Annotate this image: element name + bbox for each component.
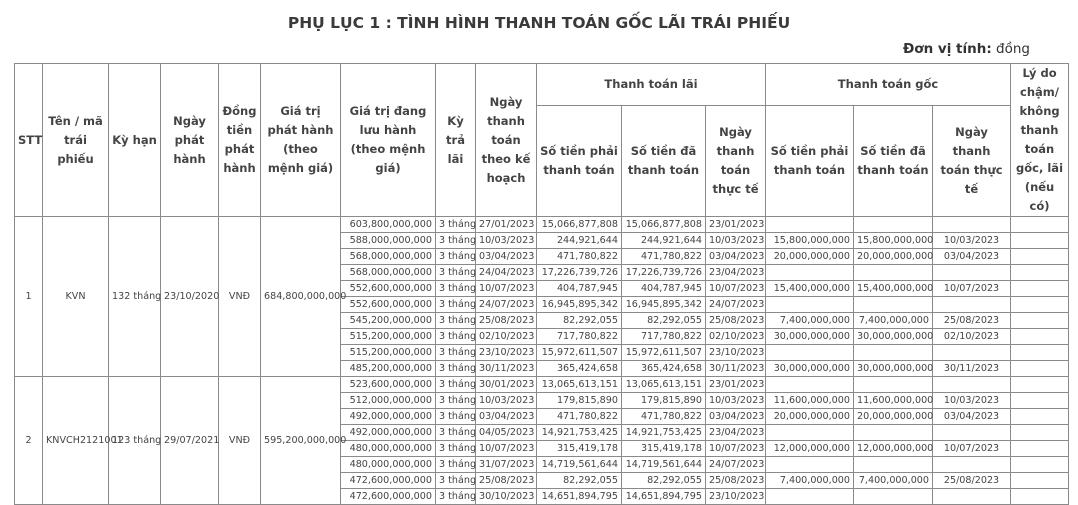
- outstanding-cell: 515,200,000,000: [341, 329, 436, 345]
- interest-actual-date-cell: 24/07/2023: [706, 457, 766, 473]
- outstanding-cell: 480,000,000,000: [341, 441, 436, 457]
- reason-cell: [1011, 409, 1069, 425]
- principal-paid-cell: 20,000,000,000: [854, 249, 933, 265]
- interest-period-cell: 3 tháng: [436, 329, 476, 345]
- currency-cell: VNĐ: [219, 217, 261, 377]
- interest-paid-cell: 14,719,561,644: [622, 457, 706, 473]
- interest-actual-date-cell: 02/10/2023: [706, 329, 766, 345]
- interest-actual-date-cell: 23/01/2023: [706, 377, 766, 393]
- principal-actual-date-cell: [933, 217, 1011, 233]
- interest-period-cell: 3 tháng: [436, 313, 476, 329]
- principal-due-cell: [766, 425, 854, 441]
- principal-paid-cell: [854, 297, 933, 313]
- principal-paid-cell: 20,000,000,000: [854, 409, 933, 425]
- interest-paid-cell: 315,419,178: [622, 441, 706, 457]
- principal-actual-date-cell: [933, 377, 1011, 393]
- principal-actual-date-cell: 10/07/2023: [933, 281, 1011, 297]
- interest-period-cell: 3 tháng: [436, 489, 476, 505]
- header-principal-group: Thanh toán gốc: [766, 64, 1011, 106]
- outstanding-cell: 485,200,000,000: [341, 361, 436, 377]
- interest-paid-cell: 16,945,895,342: [622, 297, 706, 313]
- principal-paid-cell: 11,600,000,000: [854, 393, 933, 409]
- interest-actual-date-cell: 10/03/2023: [706, 233, 766, 249]
- principal-due-cell: [766, 217, 854, 233]
- planned-date-cell: 30/10/2023: [476, 489, 537, 505]
- interest-due-cell: 16,945,895,342: [537, 297, 622, 313]
- interest-actual-date-cell: 25/08/2023: [706, 313, 766, 329]
- interest-due-cell: 14,719,561,644: [537, 457, 622, 473]
- planned-date-cell: 30/11/2023: [476, 361, 537, 377]
- interest-actual-date-cell: 23/01/2023: [706, 217, 766, 233]
- interest-actual-date-cell: 23/10/2023: [706, 345, 766, 361]
- table-row: [15, 217, 1069, 233]
- principal-actual-date-cell: 03/04/2023: [933, 409, 1011, 425]
- outstanding-cell: 492,000,000,000: [341, 425, 436, 441]
- planned-date-cell: 23/10/2023: [476, 345, 537, 361]
- planned-date-cell: 03/04/2023: [476, 409, 537, 425]
- interest-due-cell: 179,815,890: [537, 393, 622, 409]
- interest-due-cell: 13,065,613,151: [537, 377, 622, 393]
- outstanding-cell: 472,600,000,000: [341, 489, 436, 505]
- principal-actual-date-cell: 30/11/2023: [933, 361, 1011, 377]
- page-title: PHỤ LỤC 1 : TÌNH HÌNH THANH TOÁN GỐC LÃI TRÁI PHIẾU: [287, 14, 791, 32]
- header-reason: Lý do chậm/ không thanh toán gốc, lãi (nếu có): [1011, 64, 1069, 217]
- reason-cell: [1011, 441, 1069, 457]
- interest-paid-cell: 15,972,611,507: [622, 345, 706, 361]
- principal-actual-date-cell: 10/03/2023: [933, 393, 1011, 409]
- interest-actual-date-cell: 10/03/2023: [706, 393, 766, 409]
- principal-due-cell: 20,000,000,000: [766, 249, 854, 265]
- table-body: [15, 217, 1069, 505]
- principal-actual-date-cell: 10/07/2023: [933, 441, 1011, 457]
- interest-due-cell: 471,780,822: [537, 409, 622, 425]
- principal-paid-cell: 7,400,000,000: [854, 313, 933, 329]
- planned-date-cell: 24/04/2023: [476, 265, 537, 281]
- principal-actual-date-cell: [933, 265, 1011, 281]
- interest-paid-cell: 717,780,822: [622, 329, 706, 345]
- reason-cell: [1011, 217, 1069, 233]
- principal-paid-cell: 7,400,000,000: [854, 473, 933, 489]
- principal-due-cell: [766, 297, 854, 313]
- reason-cell: [1011, 393, 1069, 409]
- interest-due-cell: 404,787,945: [537, 281, 622, 297]
- interest-actual-date-cell: 30/11/2023: [706, 361, 766, 377]
- principal-paid-cell: [854, 217, 933, 233]
- interest-paid-cell: 471,780,822: [622, 409, 706, 425]
- principal-paid-cell: [854, 345, 933, 361]
- outstanding-cell: 603,800,000,000: [341, 217, 436, 233]
- outstanding-cell: 515,200,000,000: [341, 345, 436, 361]
- principal-actual-date-cell: 03/04/2023: [933, 249, 1011, 265]
- outstanding-cell: 552,600,000,000: [341, 281, 436, 297]
- interest-paid-cell: 82,292,055: [622, 313, 706, 329]
- interest-actual-date-cell: 23/04/2023: [706, 425, 766, 441]
- interest-due-cell: 82,292,055: [537, 473, 622, 489]
- interest-due-cell: 471,780,822: [537, 249, 622, 265]
- unit-note: [903, 41, 1030, 57]
- interest-paid-cell: 17,226,739,726: [622, 265, 706, 281]
- interest-paid-cell: 179,815,890: [622, 393, 706, 409]
- issue-value-cell: 595,200,000,000: [261, 377, 341, 505]
- header-interest-actual-date: Ngày thanh toán thực tế: [706, 106, 766, 217]
- header-interest-due: Số tiền phải thanh toán: [537, 106, 622, 217]
- interest-period-cell: 3 tháng: [436, 393, 476, 409]
- reason-cell: [1011, 297, 1069, 313]
- interest-due-cell: 365,424,658: [537, 361, 622, 377]
- principal-paid-cell: 30,000,000,000: [854, 361, 933, 377]
- outstanding-cell: 568,000,000,000: [341, 265, 436, 281]
- principal-actual-date-cell: [933, 457, 1011, 473]
- interest-period-cell: 3 tháng: [436, 281, 476, 297]
- interest-period-cell: 3 tháng: [436, 361, 476, 377]
- interest-period-cell: 3 tháng: [436, 457, 476, 473]
- reason-cell: [1011, 313, 1069, 329]
- bond-name-cell: KVN: [43, 217, 109, 377]
- interest-due-cell: 717,780,822: [537, 329, 622, 345]
- principal-actual-date-cell: 02/10/2023: [933, 329, 1011, 345]
- principal-paid-cell: 15,800,000,000: [854, 233, 933, 249]
- interest-period-cell: 3 tháng: [436, 233, 476, 249]
- interest-period-cell: 3 tháng: [436, 217, 476, 233]
- principal-due-cell: 20,000,000,000: [766, 409, 854, 425]
- interest-due-cell: 315,419,178: [537, 441, 622, 457]
- header-currency: Đồng tiền phát hành: [219, 64, 261, 217]
- reason-cell: [1011, 265, 1069, 281]
- interest-due-cell: 17,226,739,726: [537, 265, 622, 281]
- planned-date-cell: 10/07/2023: [476, 441, 537, 457]
- stt-cell: 2: [15, 377, 43, 505]
- interest-period-cell: 3 tháng: [436, 441, 476, 457]
- planned-date-cell: 04/05/2023: [476, 425, 537, 441]
- header-interest-paid: Số tiền đã thanh toán: [622, 106, 706, 217]
- planned-date-cell: 03/04/2023: [476, 249, 537, 265]
- reason-cell: [1011, 425, 1069, 441]
- currency-cell: VNĐ: [219, 377, 261, 505]
- header-issue-value: Giá trị phát hành (theo mệnh giá): [261, 64, 341, 217]
- interest-due-cell: 244,921,644: [537, 233, 622, 249]
- interest-period-cell: 3 tháng: [436, 425, 476, 441]
- interest-due-cell: 82,292,055: [537, 313, 622, 329]
- planned-date-cell: 30/01/2023: [476, 377, 537, 393]
- interest-due-cell: 15,972,611,507: [537, 345, 622, 361]
- stt-cell: 1: [15, 217, 43, 377]
- principal-paid-cell: [854, 457, 933, 473]
- principal-due-cell: 11,600,000,000: [766, 393, 854, 409]
- reason-cell: [1011, 345, 1069, 361]
- principal-due-cell: 30,000,000,000: [766, 329, 854, 345]
- interest-paid-cell: 365,424,658: [622, 361, 706, 377]
- reason-cell: [1011, 329, 1069, 345]
- interest-actual-date-cell: 03/04/2023: [706, 249, 766, 265]
- principal-due-cell: 12,000,000,000: [766, 441, 854, 457]
- principal-paid-cell: [854, 265, 933, 281]
- header-term: Kỳ hạn: [109, 64, 161, 217]
- principal-due-cell: [766, 489, 854, 505]
- planned-date-cell: 10/07/2023: [476, 281, 537, 297]
- principal-due-cell: [766, 377, 854, 393]
- header-interest-group: Thanh toán lãi: [537, 64, 766, 106]
- header-name: Tên / mã trái phiếu: [43, 64, 109, 217]
- table-row: [15, 377, 1069, 393]
- principal-paid-cell: 15,400,000,000: [854, 281, 933, 297]
- planned-date-cell: 02/10/2023: [476, 329, 537, 345]
- issue-date-cell: 23/10/2020: [161, 217, 219, 377]
- interest-due-cell: 14,921,753,425: [537, 425, 622, 441]
- reason-cell: [1011, 233, 1069, 249]
- interest-actual-date-cell: 23/10/2023: [706, 489, 766, 505]
- bond-name-cell: KNVCH2121001: [43, 377, 109, 505]
- interest-paid-cell: 82,292,055: [622, 473, 706, 489]
- reason-cell: [1011, 457, 1069, 473]
- header-principal-paid: Số tiền đã thanh toán: [854, 106, 933, 217]
- interest-actual-date-cell: 24/07/2023: [706, 297, 766, 313]
- principal-due-cell: [766, 265, 854, 281]
- outstanding-cell: 568,000,000,000: [341, 249, 436, 265]
- header-planned-date: Ngày thanh toán theo kế hoạch: [476, 64, 537, 217]
- unit-value: đồng: [996, 41, 1030, 57]
- outstanding-cell: 552,600,000,000: [341, 297, 436, 313]
- header-principal-actual-date: Ngày thanh toán thực tế: [933, 106, 1011, 217]
- interest-paid-cell: 13,065,613,151: [622, 377, 706, 393]
- principal-due-cell: 15,400,000,000: [766, 281, 854, 297]
- interest-actual-date-cell: 10/07/2023: [706, 281, 766, 297]
- interest-period-cell: 3 tháng: [436, 297, 476, 313]
- principal-due-cell: [766, 457, 854, 473]
- outstanding-cell: 588,000,000,000: [341, 233, 436, 249]
- outstanding-cell: 472,600,000,000: [341, 473, 436, 489]
- reason-cell: [1011, 377, 1069, 393]
- principal-paid-cell: [854, 489, 933, 505]
- interest-paid-cell: 14,921,753,425: [622, 425, 706, 441]
- planned-date-cell: 10/03/2023: [476, 233, 537, 249]
- header-interest-period: Kỳ trả lãi: [436, 64, 476, 217]
- interest-paid-cell: 14,651,894,795: [622, 489, 706, 505]
- outstanding-cell: 545,200,000,000: [341, 313, 436, 329]
- interest-period-cell: 3 tháng: [436, 409, 476, 425]
- reason-cell: [1011, 473, 1069, 489]
- interest-period-cell: 3 tháng: [436, 345, 476, 361]
- interest-period-cell: 3 tháng: [436, 265, 476, 281]
- principal-paid-cell: [854, 425, 933, 441]
- principal-actual-date-cell: [933, 425, 1011, 441]
- interest-period-cell: 3 tháng: [436, 249, 476, 265]
- interest-paid-cell: 404,787,945: [622, 281, 706, 297]
- principal-actual-date-cell: [933, 297, 1011, 313]
- header-outstanding: Giá trị đang lưu hành (theo mệnh giá): [341, 64, 436, 217]
- interest-actual-date-cell: 03/04/2023: [706, 409, 766, 425]
- principal-due-cell: [766, 345, 854, 361]
- unit-label: Đơn vị tính:: [903, 41, 992, 57]
- planned-date-cell: 25/08/2023: [476, 313, 537, 329]
- principal-paid-cell: [854, 377, 933, 393]
- interest-paid-cell: 471,780,822: [622, 249, 706, 265]
- principal-actual-date-cell: [933, 345, 1011, 361]
- principal-actual-date-cell: [933, 489, 1011, 505]
- bond-payment-table: [14, 63, 1069, 505]
- principal-paid-cell: 12,000,000,000: [854, 441, 933, 457]
- interest-actual-date-cell: 10/07/2023: [706, 441, 766, 457]
- outstanding-cell: 523,600,000,000: [341, 377, 436, 393]
- principal-actual-date-cell: 25/08/2023: [933, 313, 1011, 329]
- outstanding-cell: 492,000,000,000: [341, 409, 436, 425]
- issue-date-cell: 29/07/2021: [161, 377, 219, 505]
- term-cell: 123 tháng: [109, 377, 161, 505]
- reason-cell: [1011, 249, 1069, 265]
- outstanding-cell: 480,000,000,000: [341, 457, 436, 473]
- interest-paid-cell: 15,066,877,808: [622, 217, 706, 233]
- principal-actual-date-cell: 10/03/2023: [933, 233, 1011, 249]
- reason-cell: [1011, 361, 1069, 377]
- header-issue-date: Ngày phát hành: [161, 64, 219, 217]
- interest-due-cell: 14,651,894,795: [537, 489, 622, 505]
- outstanding-cell: 512,000,000,000: [341, 393, 436, 409]
- reason-cell: [1011, 281, 1069, 297]
- principal-paid-cell: 30,000,000,000: [854, 329, 933, 345]
- planned-date-cell: 31/07/2023: [476, 457, 537, 473]
- interest-period-cell: 3 tháng: [436, 473, 476, 489]
- principal-due-cell: 30,000,000,000: [766, 361, 854, 377]
- interest-due-cell: 15,066,877,808: [537, 217, 622, 233]
- principal-due-cell: 15,800,000,000: [766, 233, 854, 249]
- reason-cell: [1011, 489, 1069, 505]
- term-cell: 132 tháng: [109, 217, 161, 377]
- interest-actual-date-cell: 23/04/2023: [706, 265, 766, 281]
- interest-paid-cell: 244,921,644: [622, 233, 706, 249]
- planned-date-cell: 10/03/2023: [476, 393, 537, 409]
- planned-date-cell: 24/07/2023: [476, 297, 537, 313]
- header-principal-due: Số tiền phải thanh toán: [766, 106, 854, 217]
- planned-date-cell: 25/08/2023: [476, 473, 537, 489]
- issue-value-cell: 684,800,000,000: [261, 217, 341, 377]
- header-stt: STT: [15, 64, 43, 217]
- planned-date-cell: 27/01/2023: [476, 217, 537, 233]
- principal-actual-date-cell: 25/08/2023: [933, 473, 1011, 489]
- principal-due-cell: 7,400,000,000: [766, 313, 854, 329]
- interest-period-cell: 3 tháng: [436, 377, 476, 393]
- principal-due-cell: 7,400,000,000: [766, 473, 854, 489]
- interest-actual-date-cell: 25/08/2023: [706, 473, 766, 489]
